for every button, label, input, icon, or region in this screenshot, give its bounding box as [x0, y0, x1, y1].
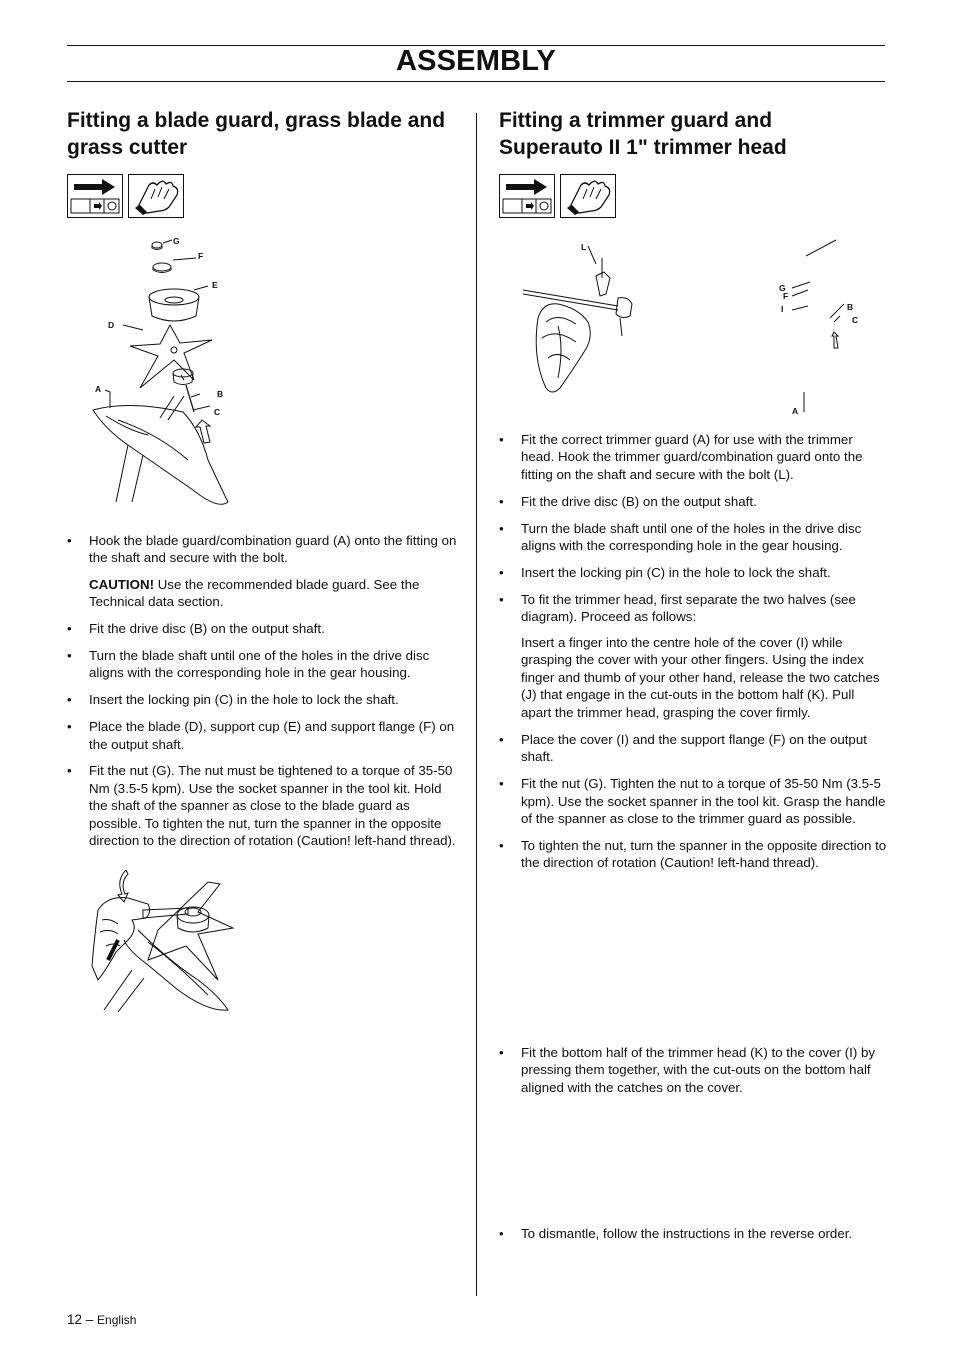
svg-text:C: C — [852, 315, 859, 325]
list-item-text: Turn the blade shaft until one of the holes in the drive disc aligns with the corresponding hole in the gear housing. — [89, 647, 430, 681]
page-footer — [67, 1312, 136, 1327]
list-item — [67, 647, 457, 682]
bullet-mark: • — [499, 432, 504, 447]
page-title: ASSEMBLY — [395, 45, 557, 77]
right-section-title: Fitting a trimmer guard and Superauto II 1" trimmer head — [499, 109, 787, 159]
bullet-mark: • — [499, 776, 504, 792]
right-bullet-list-4 — [499, 1225, 887, 1252]
bullet-mark: • — [499, 838, 504, 854]
left-bullet-list-2 — [67, 620, 457, 859]
list-item-text: To tighten the nut, turn the spanner in the opposite direction to the direction of rotation (Caution! left-hand thread). — [521, 838, 887, 871]
svg-text:D: D — [108, 320, 115, 330]
list-item — [499, 564, 887, 581]
right-bullet-list-1 — [499, 431, 887, 635]
page-number: 12 – — [67, 1312, 94, 1327]
bullet-mark: • — [499, 564, 504, 580]
list-item-text: Turn the blade shaft until one of the holes in the drive disc aligns with the corresponding hole in the gear housing. — [521, 520, 862, 554]
svg-text:A: A — [95, 384, 102, 394]
svg-text:I: I — [781, 304, 784, 314]
svg-text:A: A — [792, 406, 799, 416]
svg-text:G: G — [779, 283, 786, 293]
svg-text:E: E — [212, 280, 218, 290]
bullet-mark: • — [67, 533, 72, 548]
bullet-mark: • — [499, 732, 504, 747]
right-bullet-list-2 — [499, 731, 887, 881]
header-bottom-rule — [67, 81, 885, 82]
protective-glove-icon — [128, 174, 184, 218]
list-item — [67, 762, 457, 849]
bullet-mark: • — [67, 647, 72, 663]
svg-text:B: B — [847, 302, 854, 312]
bullet-mark: • — [499, 493, 504, 509]
list-item-text: Fit the drive disc (B) on the output shaft. — [521, 493, 757, 509]
list-item-text: Fit the nut (G). The nut must be tightened to a torque of 35-50 Nm (3.5-5 kpm). Use the socket spanner in the tool kit. Hold the shaft of the spanner as close to the blade guard as possible. To tighten the nut, turn the spanner in the opposite direction to the direction of rotation (Caution! left-hand thread). — [89, 763, 456, 849]
list-item-text: Hook the blade guard/combination guard (A) onto the fitting on the shaft and secure with the bolt. — [89, 533, 457, 566]
bullet-mark: • — [67, 763, 72, 779]
protective-glove-icon — [560, 174, 616, 218]
bullet-mark: • — [67, 621, 72, 636]
list-item — [499, 837, 887, 872]
list-item — [499, 520, 887, 555]
list-item — [499, 493, 887, 510]
list-item — [499, 1044, 887, 1096]
svg-text:C: C — [214, 407, 221, 417]
bullet-mark: • — [499, 520, 504, 536]
list-item-text: To dismantle, follow the instructions in the reverse order. — [521, 1226, 853, 1241]
svg-text:B: B — [217, 389, 224, 399]
caution-note — [89, 576, 457, 611]
bullet-mark: • — [499, 1045, 504, 1060]
bullet-mark: • — [499, 591, 504, 607]
right-bullet-list-3 — [499, 1044, 887, 1106]
list-item — [499, 731, 887, 766]
list-item — [67, 691, 457, 708]
svg-text:G: G — [173, 236, 180, 246]
svg-text:L: L — [581, 242, 587, 252]
list-item-text: Place the blade (D), support cup (E) and support flange (F) on the output shaft. — [89, 719, 455, 752]
bullet-mark: • — [67, 692, 72, 708]
svg-text:F: F — [198, 251, 204, 261]
trimmer-head-diagram — [774, 236, 874, 416]
list-item — [67, 532, 457, 567]
list-item — [67, 620, 457, 637]
blade-guard-diagram — [88, 230, 248, 512]
list-item — [67, 718, 457, 753]
bullet-mark: • — [67, 719, 72, 735]
left-bullet-list-1 — [67, 532, 457, 576]
list-item-text: Fit the bottom half of the trimmer head (K) to the cover (I) by pressing them together, with the cut-outs on the bottom half aligned with the catches on the cover. — [521, 1045, 875, 1095]
list-item — [499, 1225, 887, 1242]
list-item-text: To fit the trimmer head, first separate the two halves (see diagram). Proceed as follows: — [521, 591, 856, 625]
spanner-tightening-diagram — [88, 870, 243, 1015]
left-section-title: Fitting a blade guard, grass blade and grass cutter — [67, 109, 446, 159]
language-label: English — [97, 1313, 137, 1327]
column-divider — [476, 113, 477, 1296]
list-item-text: Fit the drive disc (B) on the output shaft. — [89, 621, 325, 636]
list-item-text: Insert the locking pin (C) in the hole to lock the shaft. — [89, 692, 399, 708]
list-item-text: Fit the correct trimmer guard (A) for use with the trimmer head. Hook the trimmer guard/combination guard onto the fitting on the shaft and secure with the bolt (L). — [521, 432, 863, 482]
list-item — [499, 775, 887, 827]
list-item-text: Place the cover (I) and the support flange (F) on the output shaft. — [521, 732, 867, 765]
arrow-right-tool-icon — [67, 174, 123, 218]
bullet-mark: • — [499, 1226, 504, 1241]
list-item — [499, 591, 887, 626]
list-item-text: Fit the nut (G). Tighten the nut to a torque of 35-50 Nm (3.5-5 kpm). Use the socket spanner in the tool kit. Grasp the handle of the spanner as close to the trimmer guard as possible. — [521, 776, 886, 827]
caution-label: CAUTION! — [89, 577, 154, 592]
list-item — [499, 431, 887, 483]
arrow-right-tool-icon — [499, 174, 555, 218]
caution-text: Use the recommended blade guard. See the Technical data section. — [89, 577, 420, 610]
list-item-text: Insert the locking pin (C) in the hole to lock the shaft. — [521, 564, 831, 580]
separation-instructions: Insert a finger into the centre hole of the cover (I) while grasping the cover with your other fingers. Using the index finger and thumb of your other hand, release the two catches (J) that engage in the cut-outs in the bottom half (K). Pull apart the trimmer head, grasping the cover firmly. — [521, 635, 880, 720]
svg-text:F: F — [783, 291, 789, 301]
trimmer-guard-diagram — [518, 238, 644, 398]
